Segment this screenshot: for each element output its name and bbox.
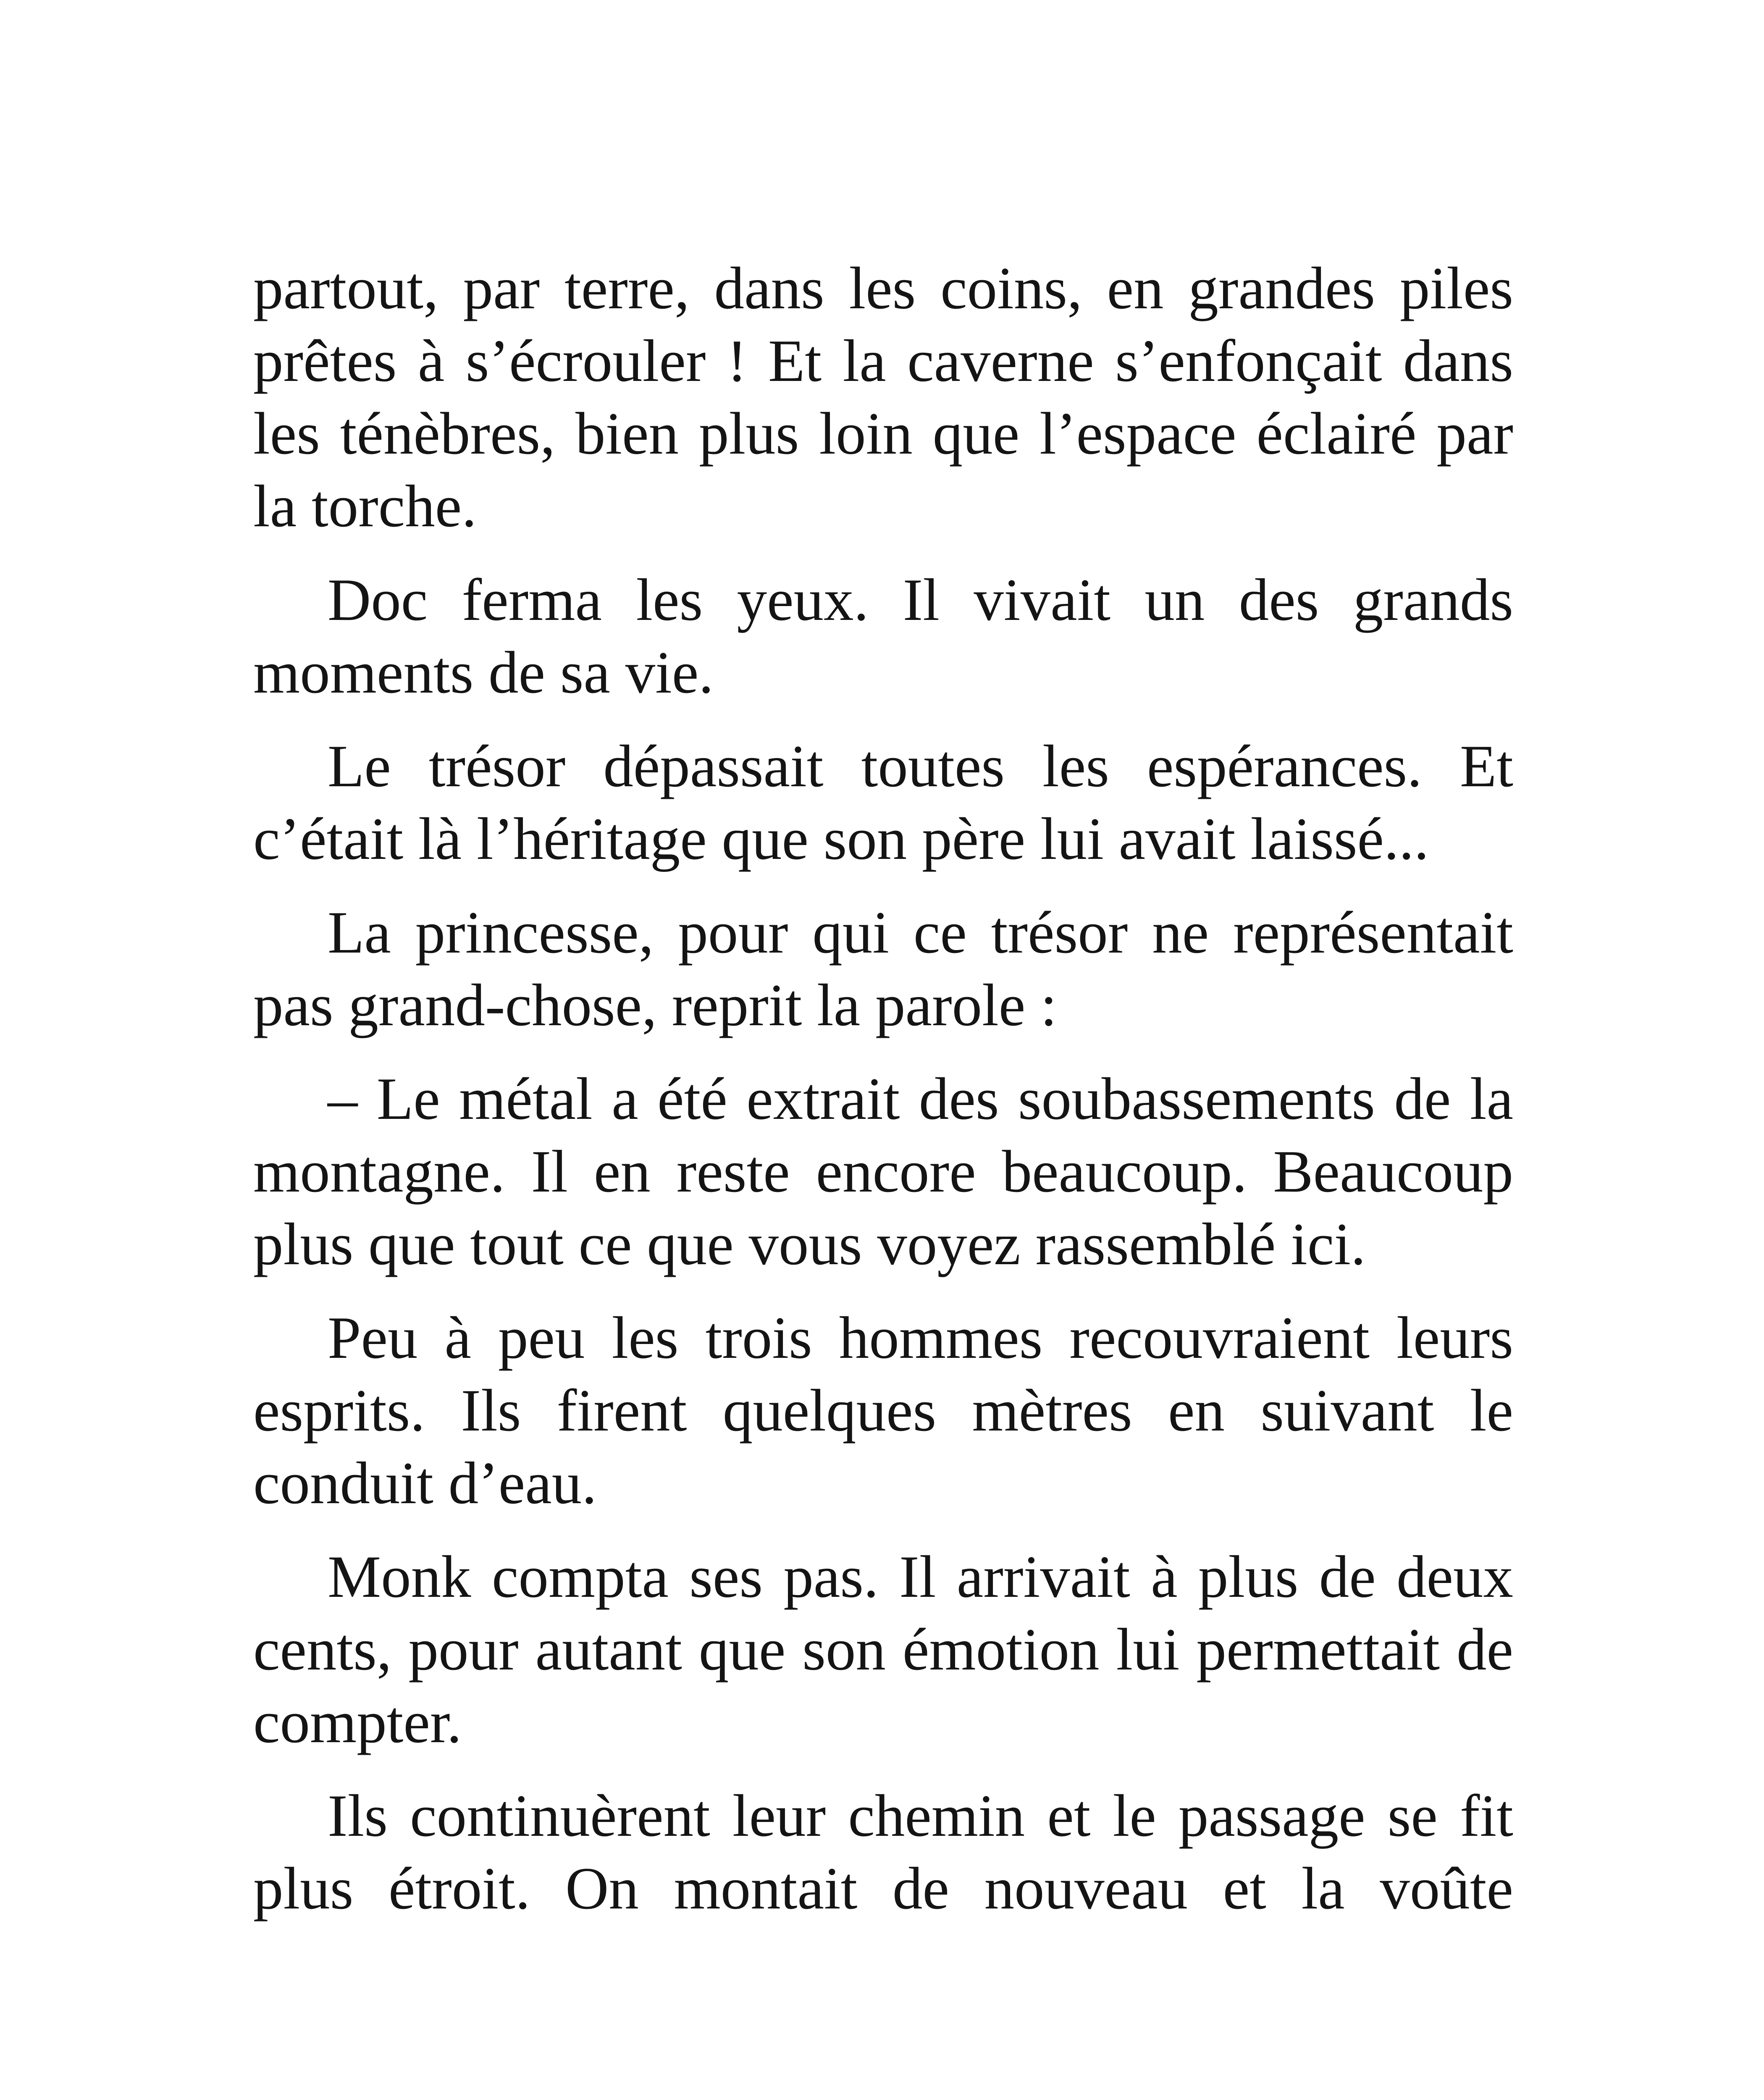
dialogue-paragraph: – Le métal a été extrait des soubassements de la montagne. Il en reste encore beaucoup. Beaucoup plus que tout ce que vous voyez rassemblé ici. (253, 1066, 1513, 1277)
paragraph: Le trésor dépassait toutes les espérances. Et c’était là l’héritage que son père lui avait laissé... (253, 733, 1513, 872)
body-text (253, 252, 1513, 1946)
paragraph: Doc ferma les yeux. Il vivait un des grands moments de sa vie. (253, 567, 1513, 706)
paragraph: Peu à peu les trois hommes recouvraient leurs esprits. Ils firent quelques mètres en suivant le conduit d’eau. (253, 1305, 1513, 1516)
paragraph-continued: partout, par terre, dans les coins, en grandes piles prêtes à s’écrouler ! Et la caverne s’enfonçait dans les ténèbres, bien plus loin que l’espace éclairé par la torche. (253, 255, 1513, 539)
paragraph: Monk compta ses pas. Il arrivait à plus de deux cents, pour autant que son émotion lui permettait de compter. (253, 1544, 1513, 1755)
paragraph: La princesse, pour qui ce trésor ne représentait pas grand-chose, reprit la parole : (253, 899, 1513, 1038)
paragraph-cut-off: Ils continuèrent leur chemin et le passage se fit plus étroit. On montait de nouveau et la voûte (253, 1782, 1513, 1922)
